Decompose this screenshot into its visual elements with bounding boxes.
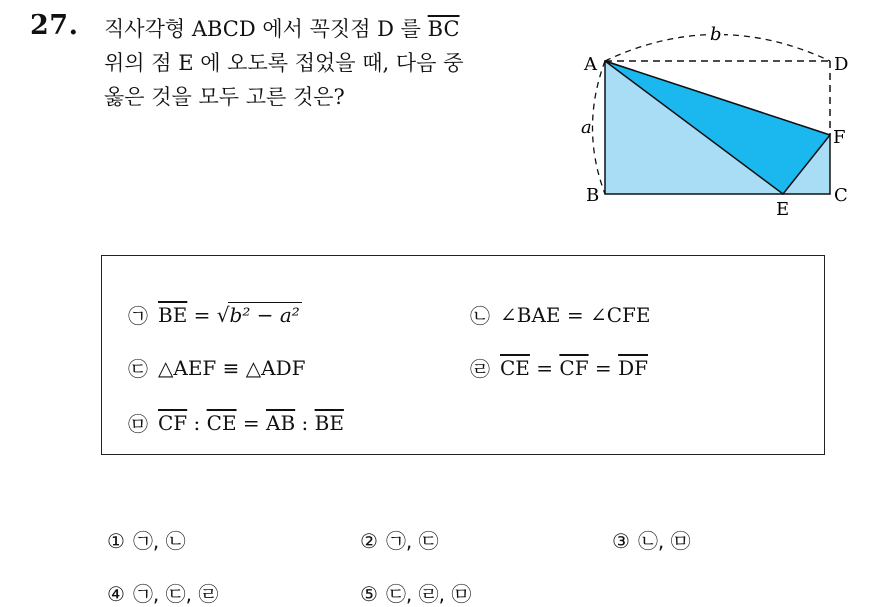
choice-text: ㉠, ㉡ [132, 529, 186, 553]
choice-number: ④ [107, 582, 125, 606]
segment-cf: $\overline{CF}$ [158, 410, 188, 435]
statement-3-text: △AEF ≡ △ADF [158, 355, 306, 380]
sqrt-sign: √ [216, 302, 230, 327]
statement-4 [470, 353, 648, 382]
equals: = [187, 302, 217, 327]
segment-ce: $\overline{CE}$ [500, 355, 530, 380]
statement-2 [470, 300, 651, 329]
question-line-3: 옳은 것을 모두 고른 것은? [104, 85, 345, 109]
choice-text: ㉢, ㉣, ㉤ [385, 582, 472, 606]
statement-1 [128, 300, 302, 329]
choice-5[interactable] [360, 578, 471, 607]
choice-4[interactable] [107, 578, 218, 607]
choice-number: ③ [612, 529, 630, 553]
statement-2-text: ∠BAE = ∠CFE [500, 302, 651, 327]
label-D: D [834, 54, 849, 75]
label-B: B [586, 185, 600, 206]
segment-bc: $\overline{BC}$ [427, 17, 460, 41]
segment-cf: $\overline{CF}$ [559, 355, 589, 380]
question-text [104, 12, 574, 114]
choice-number: ⑤ [360, 582, 378, 606]
choice-2[interactable] [360, 525, 439, 554]
question-line-1-text: 직사각형 ABCD 에서 꼭짓점 D 를 [104, 17, 428, 41]
choice-number: ① [107, 529, 125, 553]
choice-1[interactable] [107, 525, 186, 554]
ratio-sign: : [187, 410, 207, 435]
question-line-1 [104, 12, 574, 46]
question-line-2: 위의 점 E 에 오도록 접었을 때, 다음 중 [104, 51, 464, 75]
marker-4: ㉣ [470, 357, 490, 381]
statement-5 [128, 408, 344, 437]
choice-text: ㉠, ㉢, ㉣ [132, 582, 219, 606]
segment-ce: $\overline{CE}$ [206, 410, 237, 435]
equals: = [588, 355, 619, 380]
statement-3 [128, 353, 306, 382]
segment-be: $\overline{BE}$ [314, 410, 344, 435]
segment-df: $\overline{DF}$ [618, 355, 648, 380]
segment-ab: $\overline{AB}$ [266, 410, 296, 435]
choice-3[interactable] [612, 525, 691, 554]
folded-rectangle-figure [570, 20, 860, 220]
equals: = [529, 355, 560, 380]
marker-5: ㉤ [128, 412, 148, 436]
ratio-sign: : [295, 410, 315, 435]
label-F: F [833, 127, 846, 148]
label-E: E [776, 199, 790, 220]
choice-number: ② [360, 529, 378, 553]
label-A: A [584, 54, 597, 75]
marker-3: ㉢ [128, 357, 148, 381]
choice-text: ㉡, ㉤ [637, 529, 691, 553]
question-number: 27. [30, 10, 79, 41]
label-C: C [834, 185, 848, 206]
marker-2: ㉡ [470, 304, 490, 328]
choice-text: ㉠, ㉢ [385, 529, 439, 553]
arc-a [593, 61, 606, 194]
label-a: a [581, 117, 592, 138]
label-b: b [710, 24, 722, 45]
sqrt-radicand: b² − a² [229, 303, 300, 327]
segment-be: $\overline{BE}$ [158, 302, 188, 327]
equals: = [236, 410, 267, 435]
marker-1: ㉠ [128, 304, 148, 328]
